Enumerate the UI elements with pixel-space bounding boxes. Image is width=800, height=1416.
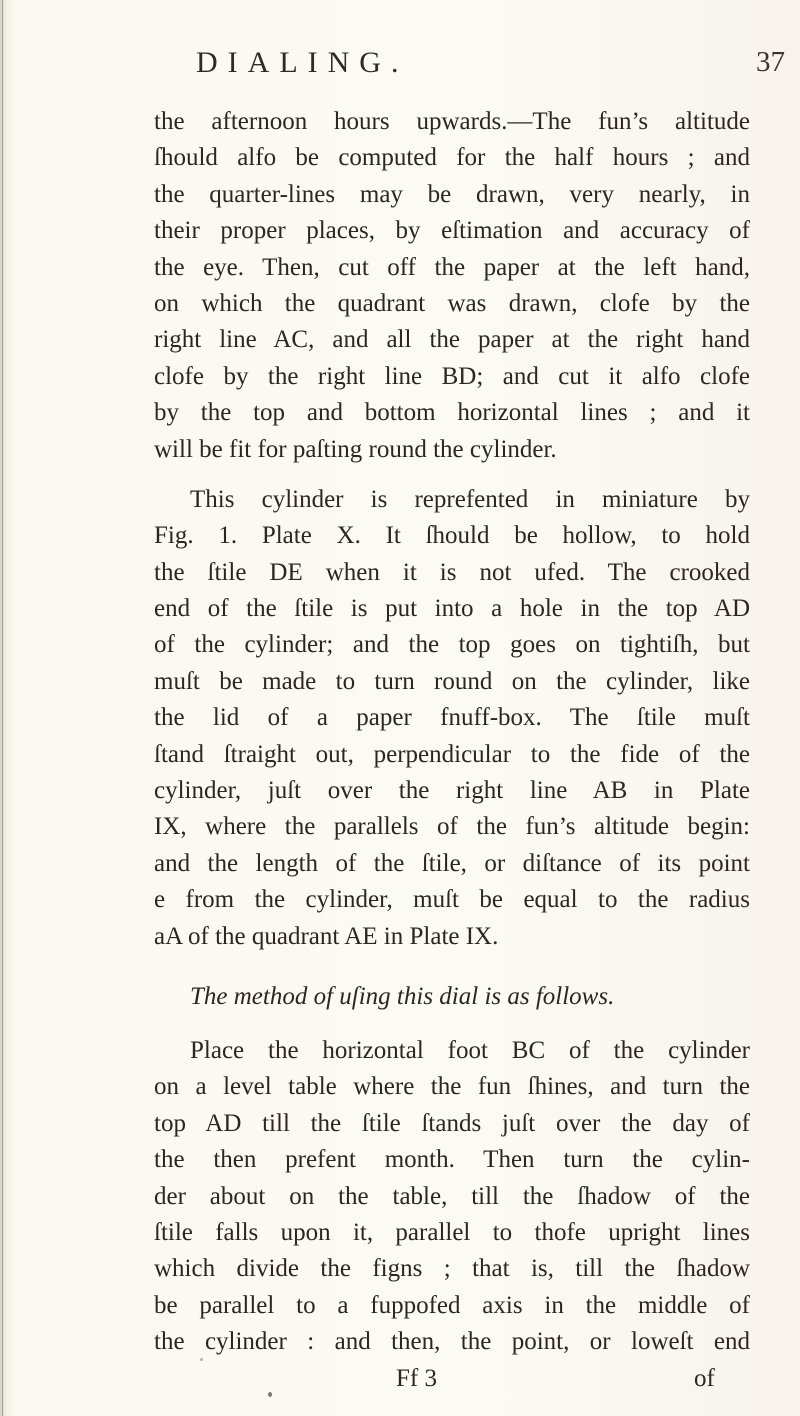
text-line: ſhould alfo be computed for the half hours ; and [154,144,750,172]
text-line: the then prefent month. Then turn the cylin- [154,1146,750,1174]
page-footer [154,1361,750,1397]
page-number: 37 [756,46,785,78]
text-line: Fig. 1. Plate X. It ſhould be hollow, to hold [154,522,750,550]
text-line: which divide the figns ; that is, till the ſhadow [154,1255,750,1283]
text-line: the ſtile DE when it is not ufed. The crooked [154,558,750,586]
text-line: end of the ſtile is put into a hole in the top AD [154,595,750,623]
text-line: muſt be made to turn round on the cylinder, like [154,667,750,695]
text-line: on a level table where the fun ſhines, and turn the [154,1073,750,1101]
text-line: e from the cylinder, muſt be equal to the radius [154,886,750,914]
text-line: be parallel to a fuppofed axis in the middle of [154,1291,750,1319]
paragraph-2 [154,482,750,955]
ink-speck [200,1358,203,1361]
text-line: ſtand ſtraight out, perpendicular to the fide of the [154,740,750,768]
gutter-edge [2,0,3,1416]
section-heading: The method of uſing this dial is as follows. [190,982,615,1010]
text-line: the cylinder : and then, the point, or loweſt end [154,1328,750,1356]
text-line: der about on the table, till the ſhadow of the [154,1182,750,1210]
text-line: ſtile falls upon it, parallel to thofe upright lines [154,1218,750,1246]
catchword: of [694,1364,715,1392]
text-line: right line AC, and all the paper at the right hand [154,326,750,354]
paragraph-1 [154,104,750,468]
ink-speck [268,1392,272,1397]
signature-mark: Ff 3 [396,1364,437,1392]
text-line: and the length of the ſtile, or diſtance of its point [154,849,750,877]
text-line: aA of the quadrant AE in Plate IX. [154,922,499,950]
text-line: clofe by the right line BD; and cut it alfo clofe [154,362,750,390]
text-line: IX, where the parallels of the fun’s altitude begin: [154,813,750,841]
text-line: on which the quadrant was drawn, clofe by the [154,289,750,317]
text-line: This cylinder is reprefented in miniature by [190,485,750,513]
text-line: by the top and bottom horizontal lines ; and it [154,399,750,427]
body-text [154,104,750,1397]
text-line: the lid of a paper fnuff-box. The ſtile muſt [154,704,750,732]
text-line: of the cylinder; and the top goes on tightiſh, but [154,631,750,659]
text-line: the afternoon hours upwards.—The fun’s altitude [154,108,750,135]
running-head [0,46,800,86]
text-line: the eye. Then, cut off the paper at the left hand, [154,253,750,281]
text-line: Place the horizontal foot BC of the cylinder [190,1036,750,1064]
text-line: will be fit for paſting round the cylinder. [154,435,557,463]
text-line: cylinder, juſt over the right line AB in Plate [154,777,750,805]
text-line: their proper places, by eſtimation and accuracy of [154,217,750,245]
running-title: DIALING. [196,46,409,79]
text-line: the quarter-lines may be drawn, very nearly, in [154,180,750,208]
paragraph-3 [154,1033,750,1361]
text-line: top AD till the ſtile ſtands juſt over the day of [154,1109,750,1137]
